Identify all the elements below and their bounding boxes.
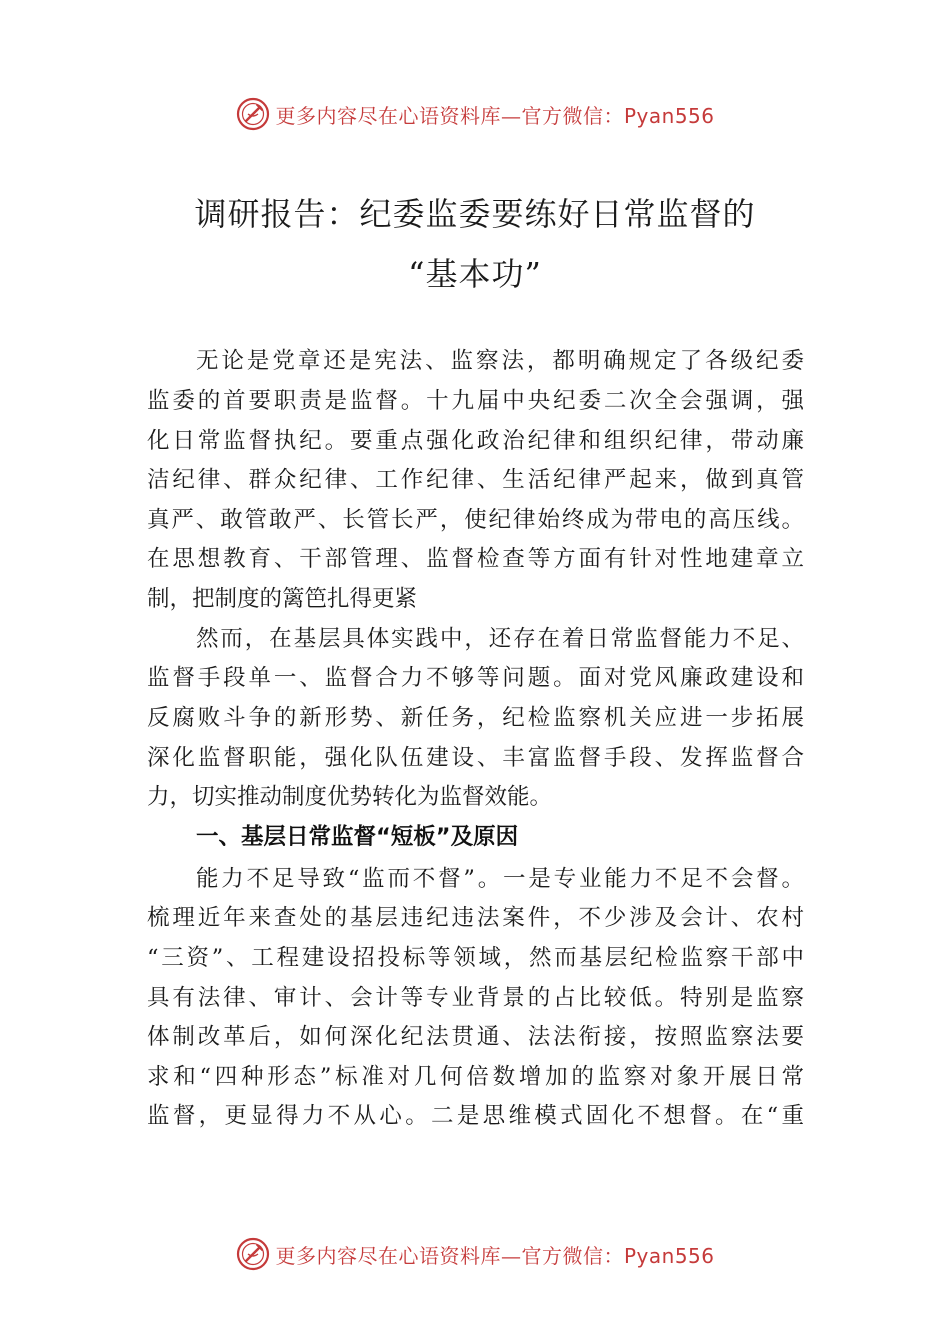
banner-wechat-id: Pyan556 xyxy=(623,1243,715,1268)
paragraph-1-line: 化日常监督执纪。要重点强化政治纪律和组织纪律，带动廉 xyxy=(147,428,804,454)
paragraph-3-line: 能力不足导致“监而不督”。一是专业能力不足不会督。 xyxy=(196,866,804,892)
banner-text xyxy=(275,100,714,129)
paragraph-1-line: 真严、敢管敢严、长管长严，使纪律始终成为带电的高压线。 xyxy=(147,507,804,533)
section-heading: 一、基层日常监督“短板”及原因 xyxy=(196,824,519,850)
paragraph-3-line: 监督，更显得力不从心。二是思维模式固化不想督。在“重 xyxy=(147,1103,804,1129)
paragraph-3-line: 求和“四种形态”标准对几何倍数增加的监察对象开展日常 xyxy=(147,1064,804,1090)
paragraph-3-line: 具有法律、审计、会计等专业背景的占比较低。特别是监察 xyxy=(147,985,804,1011)
footer-banner xyxy=(0,1234,950,1274)
paragraph-2-line: 深化监督职能，强化队伍建设、丰富监督手段、发挥监督合 xyxy=(147,745,804,771)
document-title-line-2: “基本功” xyxy=(408,255,542,293)
paragraph-1-line: 在思想教育、干部管理、监督检查等方面有针对性地建章立 xyxy=(147,546,804,572)
header-banner xyxy=(0,94,950,134)
paragraph-2-line: 力，切实推动制度优势转化为监督效能。 xyxy=(147,784,553,810)
banner-slogan: 更多内容尽在心语资料库—官方微信： xyxy=(275,103,624,128)
document-title-line-1: 调研报告：纪委监委要练好日常监督的 xyxy=(194,195,756,233)
banner-text xyxy=(275,1240,714,1269)
paragraph-2-line: 反腐败斗争的新形势、新任务，纪检监察机关应进一步拓展 xyxy=(147,705,804,731)
paragraph-1-line: 洁纪律、群众纪律、工作纪律、生活纪律严起来，做到真管 xyxy=(147,467,804,493)
paragraph-1-line: 无论是党章还是宪法、监察法，都明确规定了各级纪委 xyxy=(196,348,804,374)
paragraph-3-line: 梳理近年来查处的基层违纪违法案件，不少涉及会计、农村 xyxy=(147,905,804,931)
paragraph-1-line: 监委的首要职责是监督。十九届中央纪委二次全会强调，强 xyxy=(147,388,804,414)
paragraph-3-line: 体制改革后，如何深化纪法贯通、法法衔接，按照监察法要 xyxy=(147,1024,804,1050)
logo-seal-icon xyxy=(235,96,271,132)
paragraph-2-line: 监督手段单一、监督合力不够等问题。面对党风廉政建设和 xyxy=(147,665,804,691)
paragraph-1-line: 制，把制度的篱笆扎得更紧 xyxy=(147,586,418,612)
banner-slogan: 更多内容尽在心语资料库—官方微信： xyxy=(275,1243,624,1268)
banner-wechat-id: Pyan556 xyxy=(623,103,715,128)
paragraph-2-line: 然而，在基层具体实践中，还存在着日常监督能力不足、 xyxy=(196,626,804,652)
paragraph-3-line: “三资”、工程建设招投标等领域，然而基层纪检监察干部中 xyxy=(147,945,804,971)
logo-seal-icon xyxy=(235,1236,271,1272)
